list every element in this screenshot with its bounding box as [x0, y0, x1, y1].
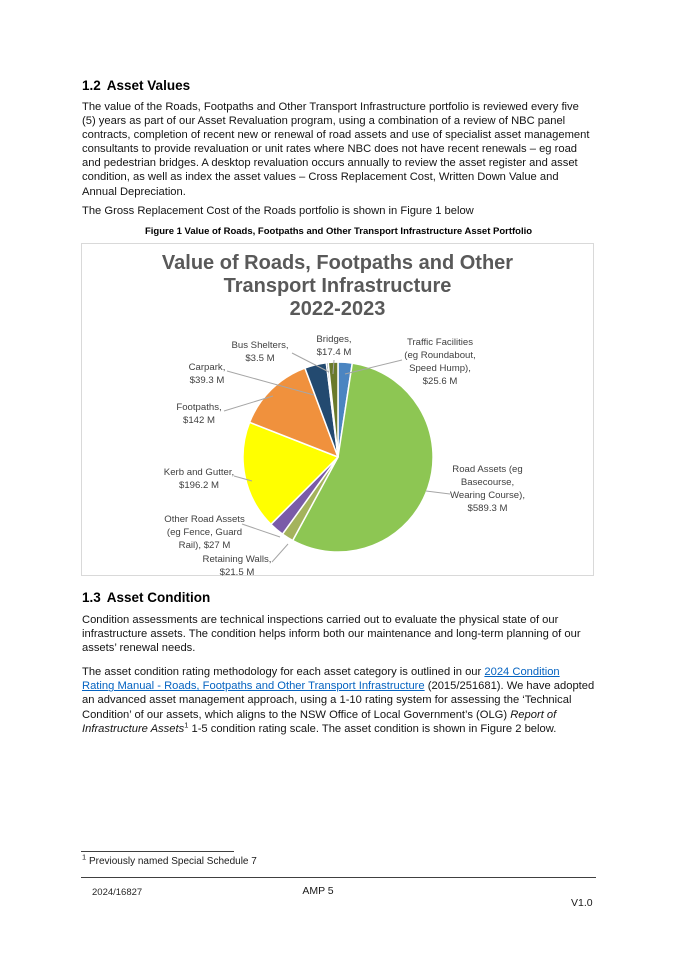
footer-document-number: 2024/16827: [92, 887, 143, 898]
text-run: The asset condition rating methodology for each asset category is outlined in our: [82, 666, 485, 679]
section-title: Asset Values: [106, 78, 191, 93]
footnote-text: Previously named Special Schedule 7: [88, 856, 257, 867]
asset-condition-paragraph-2: [82, 665, 595, 735]
footer-rule: [81, 877, 596, 878]
section-title: Asset Condition: [106, 590, 211, 605]
section-heading-asset-values: [82, 78, 595, 93]
footnote: [82, 852, 257, 867]
section-asset-values: [82, 78, 595, 218]
condition-rating-manual-link[interactable]: 2024 Condition Rating Manual - Roads, Footpaths and Other Transport Infrastructure: [82, 666, 560, 693]
pie-label-footpaths: Footpaths, $142 M: [176, 402, 222, 426]
asset-condition-paragraph-1: Condition assessments are technical inspections carried out to evaluate the physical state of our infrastructure assets. The condition helps inform both our maintenance and long-term planning of our assets’ renewal needs.: [82, 614, 581, 655]
pie-label-road-assets: Road Assets (eg Basecourse, Wearing Course), $589.3 M: [449, 464, 525, 514]
text-run: (2015/251681). We have adopted an advanced asset management approach, using a 1-10 rating system for assessing the ‘Technical Condition’ of our assets, which aligns to the NSW Office of Local Government’s (OLG): [82, 680, 595, 721]
asset-values-paragraph-1: The value of the Roads, Footpaths and Other Transport Infrastructure portfolio is reviewed every five (5) years as part of our Asset Revaluation program, using a combination of a review of NBC panel contracts, completion of recent new or renewal of road assets and use of specialist asset management consultants to provide revaluation or unit rates where NBC does not have recent renewals – eg road and pedestrian bridges. A desktop revaluation occurs annually to review the asset register and asset condition, as well as index the asset values – Cross Replacement Cost, Written Down Value and Annual Depreciation.: [82, 101, 590, 198]
footnote-marker: 1: [82, 852, 87, 862]
text-run: 1-5 condition rating scale. The asset condition is shown in Figure 2 below.: [188, 722, 557, 735]
text-run: 1: [184, 719, 189, 729]
pie-label-other-road-assets: Other Road Assets (eg Fence, Guard Rail), $27 M: [164, 514, 245, 551]
pie-label-kerb-and-gutter: Kerb and Gutter, $196.2 M: [163, 467, 235, 491]
footnote-separator: [81, 851, 234, 852]
figure-1-caption: Figure 1 Value of Roads, Footpaths and Other Transport Infrastructure Asset Portfolio: [144, 226, 533, 237]
text-run: Report of Infrastructure Assets: [82, 708, 557, 735]
section-asset-condition: [82, 590, 595, 736]
pie-label-traffic-facilities: Traffic Facilities (eg Roundabout, Speed Hump), $25.6 M: [404, 337, 476, 387]
pie-label-bus-shelters: Bus Shelters, $3.5 M: [231, 340, 289, 364]
leader-line-retaining-walls: [272, 544, 288, 562]
leader-line-road-assets: [426, 491, 450, 494]
section-number: 1.2: [82, 78, 101, 93]
section-number: 1.3: [82, 590, 101, 605]
footer-page-label: AMP 5: [302, 885, 334, 897]
pie-label-bridges: Bridges, $17.4 M: [316, 334, 352, 358]
pie-label-carpark: Carpark, $39.3 M: [188, 362, 226, 386]
footer-version: V1.0: [571, 897, 593, 909]
asset-values-paragraph-2: The Gross Replacement Cost of the Roads portfolio is shown in Figure 1 below: [82, 204, 474, 217]
pie-label-retaining-walls: Retaining Walls, $21.5 M: [202, 554, 272, 578]
chart-title: Value of Roads, Footpaths and Other Transport Infrastructure 2022-2023: [161, 252, 514, 320]
section-heading-asset-condition: [82, 590, 595, 605]
figure-1-chart: [81, 243, 594, 576]
